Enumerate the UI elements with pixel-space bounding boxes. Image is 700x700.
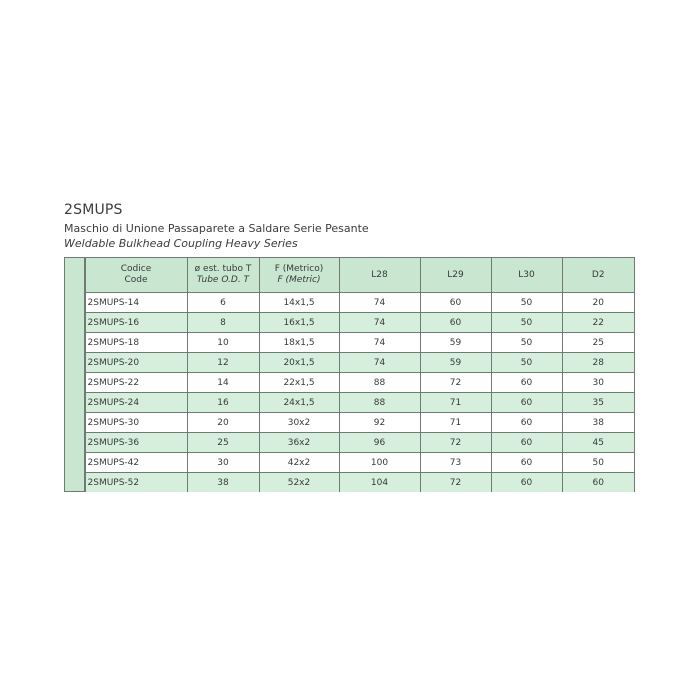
table-cell-value: 16x1,5 (259, 313, 339, 333)
table-cell-value: 60 (491, 473, 562, 493)
table-cell-code: 2SMUPS-22 (85, 373, 187, 393)
table-cell-value: 60 (562, 473, 634, 493)
table-cell-value: 72 (420, 373, 491, 393)
table-cell-value: 10 (187, 333, 259, 353)
column-header-label: Codice (120, 264, 152, 274)
table-cell-value: 24x1,5 (259, 393, 339, 413)
table-cell-value: 60 (491, 413, 562, 433)
table-cell-value: 12 (187, 353, 259, 373)
table-cell-value: 8 (187, 313, 259, 333)
table-cell-value: 25 (187, 433, 259, 453)
column-header-l28 (339, 258, 420, 293)
table-cell-code: 2SMUPS-36 (85, 433, 187, 453)
table-cell-value: 96 (339, 433, 420, 453)
table-cell-code: 2SMUPS-20 (85, 353, 187, 373)
table-cell-value: 36x2 (259, 433, 339, 453)
column-header-thread (259, 258, 339, 293)
table-cell-value: 50 (562, 453, 634, 473)
table-cell-value: 88 (339, 373, 420, 393)
table-cell-value: 100 (339, 453, 420, 473)
table-row (85, 433, 634, 453)
table-cell-value: 30 (562, 373, 634, 393)
table-cell-value: 72 (420, 433, 491, 453)
table-cell-code: 2SMUPS-14 (85, 293, 187, 313)
table-cell-value: 22x1,5 (259, 373, 339, 393)
table-cell-value: 22 (562, 313, 634, 333)
table-row (85, 473, 634, 493)
table-cell-code: 2SMUPS-24 (85, 393, 187, 413)
product-code-title: 2SMUPS (64, 202, 123, 218)
table-cell-value: 72 (420, 473, 491, 493)
column-header-code (85, 258, 187, 293)
table-cell-value: 50 (491, 293, 562, 313)
table-cell-value: 74 (339, 333, 420, 353)
table-cell-value: 50 (491, 313, 562, 333)
table-cell-value: 52x2 (259, 473, 339, 493)
table-cell-value: 20 (562, 293, 634, 313)
table-cell-value: 59 (420, 353, 491, 373)
table-row (85, 373, 634, 393)
specification-table (85, 258, 635, 492)
table-cell-value: 74 (339, 293, 420, 313)
table-cell-value: 30x2 (259, 413, 339, 433)
column-header-label: ø est. tubo T (194, 264, 252, 274)
table-cell-value: 88 (339, 393, 420, 413)
column-header-sublabel: F (Metric) (277, 275, 321, 285)
table-cell-value: 6 (187, 293, 259, 313)
table-cell-value: 50 (491, 333, 562, 353)
table-cell-value: 92 (339, 413, 420, 433)
column-header-label: L29 (447, 269, 464, 280)
table-cell-value: 14 (187, 373, 259, 393)
table-cell-code: 2SMUPS-52 (85, 473, 187, 493)
table-cell-value: 71 (420, 413, 491, 433)
column-header-label: L28 (371, 269, 388, 280)
table-cell-value: 28 (562, 353, 634, 373)
column-header-d2 (562, 258, 634, 293)
table-cell-value: 25 (562, 333, 634, 353)
column-header-label: F (Metrico) (274, 264, 324, 274)
column-header-label: L30 (518, 269, 535, 280)
column-header-sublabel: Code (124, 275, 148, 285)
table-cell-value: 30 (187, 453, 259, 473)
table-cell-value: 60 (491, 373, 562, 393)
table-header-row (85, 258, 634, 293)
table-cell-value: 45 (562, 433, 634, 453)
table-row (85, 393, 634, 413)
table-row (85, 333, 634, 353)
table-cell-value: 35 (562, 393, 634, 413)
table-cell-code: 2SMUPS-16 (85, 313, 187, 333)
table-cell-value: 38 (562, 413, 634, 433)
italian-description: Maschio di Unione Passaparete a Saldare Serie Pesante (64, 222, 369, 235)
table-row (85, 453, 634, 473)
table-cell-value: 73 (420, 453, 491, 473)
column-header-label: D2 (591, 269, 605, 280)
column-header-sublabel: Tube O.D. T (196, 275, 250, 285)
specification-table-frame (64, 257, 635, 492)
table-cell-value: 104 (339, 473, 420, 493)
table-cell-value: 59 (420, 333, 491, 353)
table-cell-value: 14x1,5 (259, 293, 339, 313)
column-header-tube-od (187, 258, 259, 293)
table-cell-value: 71 (420, 393, 491, 413)
table-cell-value: 60 (420, 293, 491, 313)
table-row (85, 353, 634, 373)
table-cell-value: 60 (420, 313, 491, 333)
table-cell-value: 74 (339, 313, 420, 333)
table-cell-code: 2SMUPS-42 (85, 453, 187, 473)
table-cell-code: 2SMUPS-18 (85, 333, 187, 353)
column-header-l29 (420, 258, 491, 293)
table-cell-value: 38 (187, 473, 259, 493)
table-row (85, 313, 634, 333)
table-row (85, 293, 634, 313)
table-cell-value: 18x1,5 (259, 333, 339, 353)
table-row (85, 413, 634, 433)
table-cell-value: 20 (187, 413, 259, 433)
table-cell-value: 74 (339, 353, 420, 373)
table-cell-value: 20x1,5 (259, 353, 339, 373)
table-cell-value: 60 (491, 453, 562, 473)
table-cell-code: 2SMUPS-30 (85, 413, 187, 433)
table-body (85, 293, 634, 493)
english-description: Weldable Bulkhead Coupling Heavy Series (64, 237, 298, 250)
table-cell-value: 50 (491, 353, 562, 373)
table-cell-value: 60 (491, 433, 562, 453)
table-cell-value: 16 (187, 393, 259, 413)
table-cell-value: 60 (491, 393, 562, 413)
table-side-bar (65, 258, 85, 491)
table-cell-value: 42x2 (259, 453, 339, 473)
column-header-l30 (491, 258, 562, 293)
